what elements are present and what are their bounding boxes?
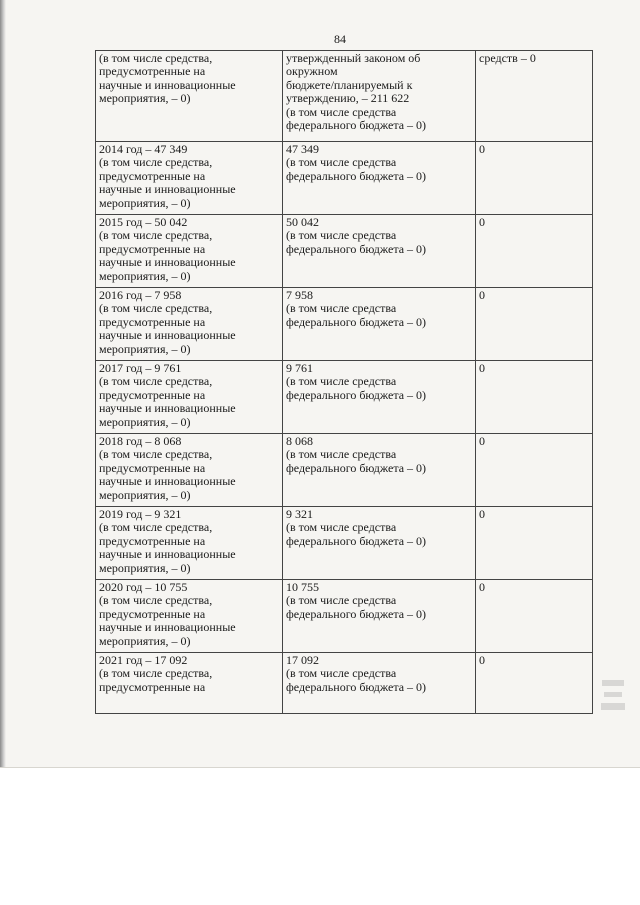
table-cell-budget: 10 755 (в том числе средства федерального бюджета – 0)	[283, 580, 476, 653]
table-cell-total: 2019 год – 9 321 (в том числе средства, предусмотренные на научные и инновационные мероприятия, – 0)	[96, 507, 283, 580]
table-cell-other: средств – 0	[476, 51, 593, 142]
table-cell-budget: 17 092 (в том числе средства федерального бюджета – 0)	[283, 653, 476, 714]
table-cell-budget: 8 068 (в том числе средства федерального бюджета – 0)	[283, 434, 476, 507]
table-cell-budget: 9 761 (в том числе средства федерального бюджета – 0)	[283, 361, 476, 434]
table-row	[96, 215, 593, 288]
table-row	[96, 653, 593, 714]
table-cell-total: 2020 год – 10 755 (в том числе средства, предусмотренные на научные и инновационные мероприятия, – 0)	[96, 580, 283, 653]
table-cell-other: 0	[476, 580, 593, 653]
table-cell-total: (в том числе средства, предусмотренные на научные и инновационные мероприятия, – 0)	[96, 51, 283, 142]
table-cell-budget: 47 349 (в том числе средства федерального бюджета – 0)	[283, 142, 476, 215]
table-cell-other: 0	[476, 142, 593, 215]
table-cell-total: 2017 год – 9 761 (в том числе средства, предусмотренные на научные и инновационные мероприятия, – 0)	[96, 361, 283, 434]
table-cell-other: 0	[476, 653, 593, 714]
table-cell-other: 0	[476, 215, 593, 288]
table-row	[96, 361, 593, 434]
table-cell-total: 2014 год – 47 349 (в том числе средства, предусмотренные на научные и инновационные мероприятия, – 0)	[96, 142, 283, 215]
table-cell-budget: утвержденный законом об окружном бюджете/планируемый к утверждению, – 211 622 (в том числе средства федерального бюджета – 0)	[283, 51, 476, 142]
table-cell-total: 2015 год – 50 042 (в том числе средства, предусмотренные на научные и инновационные мероприятия, – 0)	[96, 215, 283, 288]
table-cell-other: 0	[476, 288, 593, 361]
table-cell-budget: 50 042 (в том числе средства федерального бюджета – 0)	[283, 215, 476, 288]
faint-stamp-mark	[600, 676, 628, 716]
table-row	[96, 507, 593, 580]
financing-table	[95, 50, 593, 714]
table-cell-budget: 7 958 (в том числе средства федерального бюджета – 0)	[283, 288, 476, 361]
page-number: 84	[334, 32, 346, 46]
table-row	[96, 51, 593, 142]
table-row	[96, 580, 593, 653]
table-row	[96, 142, 593, 215]
table-cell-total: 2018 год – 8 068 (в том числе средства, предусмотренные на научные и инновационные мероприятия, – 0)	[96, 434, 283, 507]
table-cell-budget: 9 321 (в том числе средства федерального бюджета – 0)	[283, 507, 476, 580]
table-cell-total: 2016 год – 7 958 (в том числе средства, предусмотренные на научные и инновационные мероприятия, – 0)	[96, 288, 283, 361]
table-cell-other: 0	[476, 361, 593, 434]
table-cell-other: 0	[476, 434, 593, 507]
scan-shadow-edge	[0, 0, 6, 767]
table-row	[96, 434, 593, 507]
table-row	[96, 288, 593, 361]
table-cell-other: 0	[476, 507, 593, 580]
table-cell-total: 2021 год – 17 092 (в том числе средства, предусмотренные на	[96, 653, 283, 714]
